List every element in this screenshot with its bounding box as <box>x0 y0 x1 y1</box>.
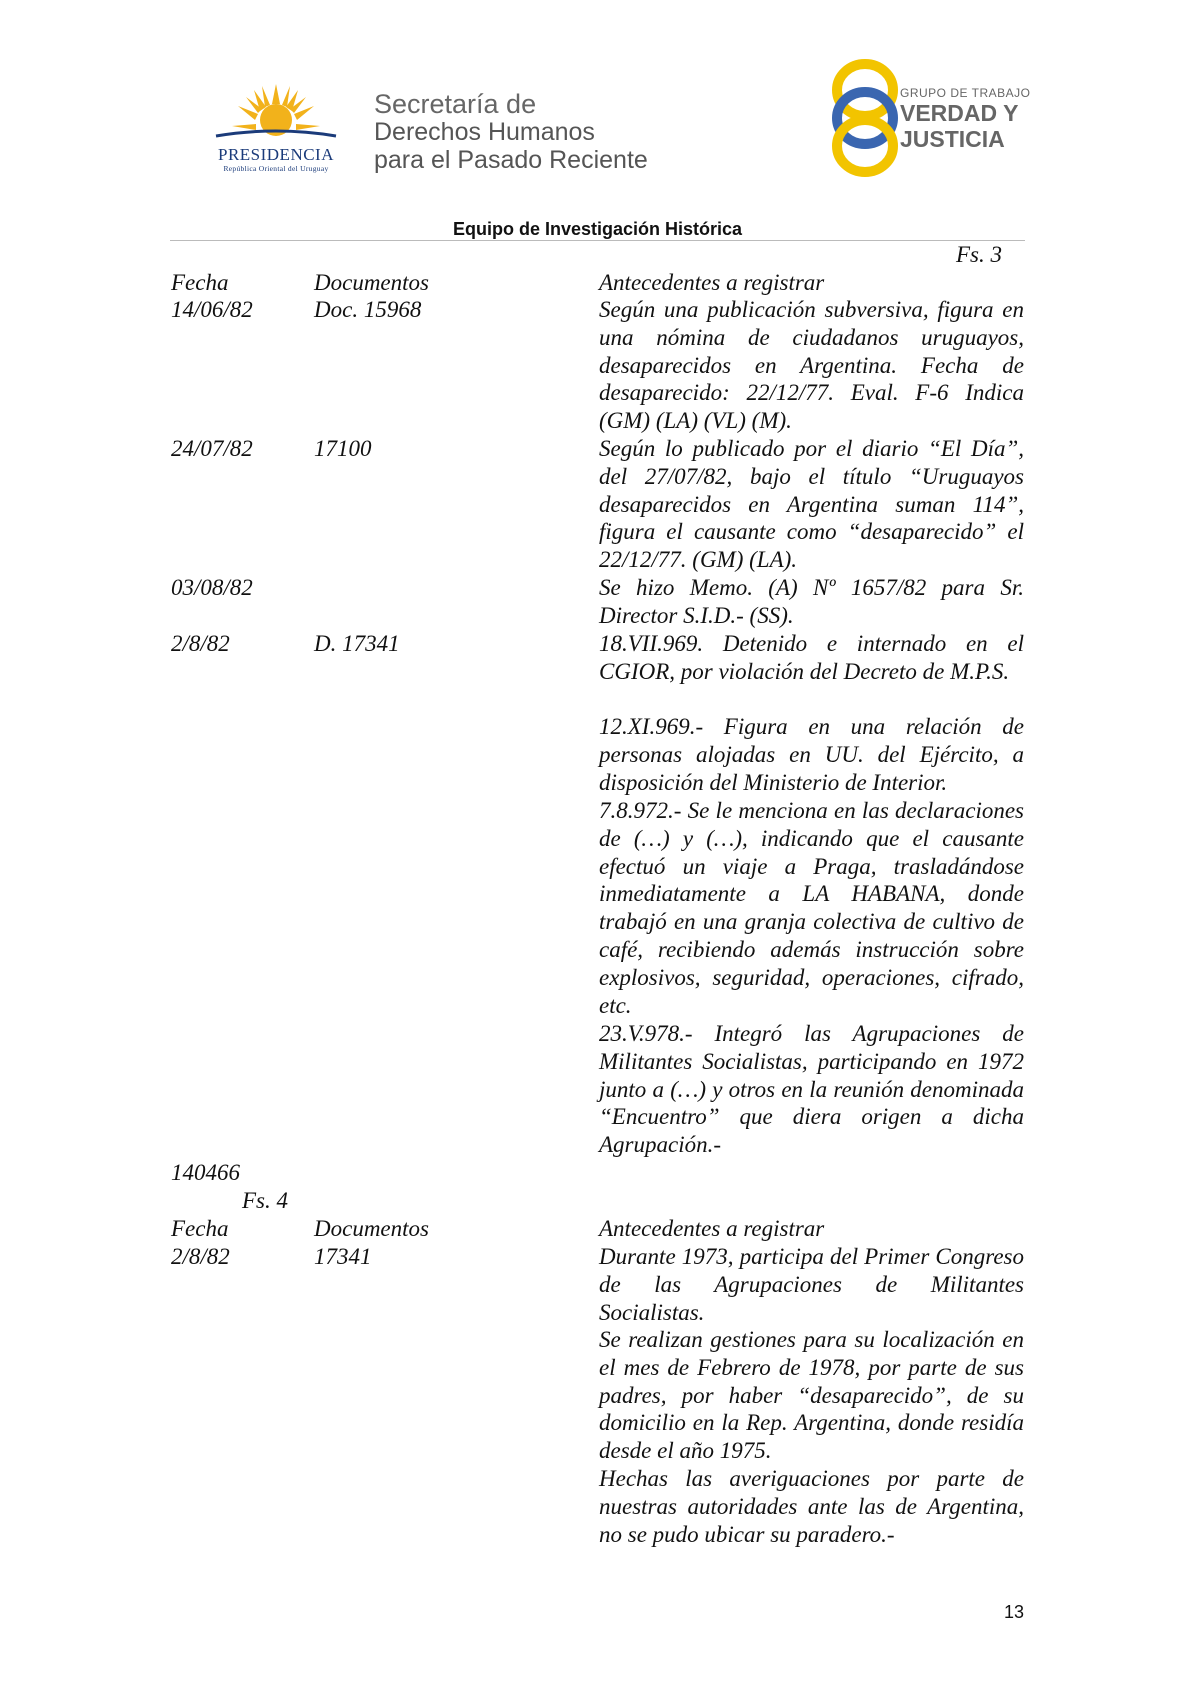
row-date: 03/08/82 <box>171 575 253 600</box>
header-divider <box>170 240 1025 241</box>
column-header-fecha: Fecha <box>171 270 229 295</box>
chain-links-logo-icon <box>820 56 910 180</box>
team-title: Equipo de Investigación Histórica <box>452 219 743 239</box>
republica-label: República Oriental del Uruguay <box>223 164 329 173</box>
row-antecedent-text: Según lo publicado por el diario “El Día”, del 27/07/82, bajo el título “Uruguayos desaparecidos en Argentina suman 114”, figura el causante como “desaparecido” el 22/12/77. (GM) (LA). <box>599 436 1024 573</box>
row-document: D. 17341 <box>314 631 400 656</box>
secretaria-line-3: para el Pasado Reciente <box>374 146 648 174</box>
column-header-antecedentes: Antecedentes a registrar <box>599 270 825 295</box>
folio-label: Fs. 3 <box>956 242 1002 267</box>
row-antecedent-text: Según una publicación subversiva, figura en una nómina de ciudadanos uruguayos, desaparecidos en Argentina. Fecha de desaparecido: 22/12/77. Eval. F-6 Indica (GM) (LA) (VL) (M). <box>599 297 1024 434</box>
row-antecedent-text: Se hizo Memo. (A) Nº 1657/82 para Sr. Director S.I.D.- (SS). <box>599 575 1024 628</box>
row-antecedent-paragraph: 23.V.978.- Integró las Agrupaciones de Militantes Socialistas, participando en 1972 junto a (…) y otros en la reunión denominada “Encuentro” que diera origen a dicha Agrupación.- <box>599 1021 1024 1158</box>
row-antecedent-paragraph: 18.VII.969. Detenido e internado en el CGIOR, por violación del Decreto de M.P.S. <box>599 631 1024 684</box>
record-number: 140466 <box>171 1160 240 1185</box>
row-date: 2/8/82 <box>171 631 230 656</box>
column-header-documentos: Documentos <box>314 1216 429 1241</box>
presidencia-label: PRESIDENCIA <box>217 145 334 164</box>
column-header-antecedentes: Antecedentes a registrar <box>599 1216 825 1241</box>
secretaria-title <box>374 90 648 174</box>
row-document: Doc. 15968 <box>314 297 422 322</box>
secretaria-line-2: Derechos Humanos <box>374 118 595 146</box>
row-document: 17341 <box>314 1244 372 1269</box>
column-header-documentos: Documentos <box>314 270 429 295</box>
row-antecedent-paragraph: 12.XI.969.- Figura en una relación de personas alojadas en UU. del Ejército, a disposición del Ministerio de Interior. <box>599 714 1024 795</box>
row-antecedent-paragraph: 7.8.972.- Se le menciona en las declaraciones de (…) y (…), indicando que el causante efectuó un viaje a Praga, trasladándose inmediatamente a LA HABANA, donde trabajó en una granja colectiva de cultivo de café, recibiendo además instrucción sobre explosivos, seguridad, operaciones, cifrado, etc. <box>599 798 1024 1018</box>
page-header <box>0 0 1190 200</box>
secretaria-line-1: Secretaría de <box>374 89 537 119</box>
grupo-line-1: GRUPO DE TRABAJO <box>900 86 1031 100</box>
row-date: 24/07/82 <box>171 436 253 461</box>
page-number: 13 <box>1004 1602 1025 1622</box>
row-date: 2/8/82 <box>171 1244 230 1269</box>
row-date: 14/06/82 <box>171 297 253 322</box>
row-antecedent-paragraph: Durante 1973, participa del Primer Congreso de las Agrupaciones de Militantes Socialistas. <box>599 1244 1024 1325</box>
row-antecedent-paragraph: Hechas las averiguaciones por parte de nuestras autoridades ante las de Argentina, no se pudo ubicar su paradero.- <box>599 1466 1024 1547</box>
folio-label: Fs. 4 <box>242 1188 288 1213</box>
row-document: 17100 <box>314 436 372 461</box>
grupo-line-3: JUSTICIA <box>900 126 1005 152</box>
row-antecedent-paragraph: Se realizan gestiones para su localización en el mes de Febrero de 1978, por parte de sus padres, por haber “desaparecido”, de su domicilio en la Rep. Argentina, donde residía desde el año 1975. <box>599 1327 1024 1464</box>
column-header-fecha: Fecha <box>171 1216 229 1241</box>
grupo-trabajo-title <box>900 86 1030 152</box>
grupo-line-2: VERDAD Y <box>900 100 1019 126</box>
